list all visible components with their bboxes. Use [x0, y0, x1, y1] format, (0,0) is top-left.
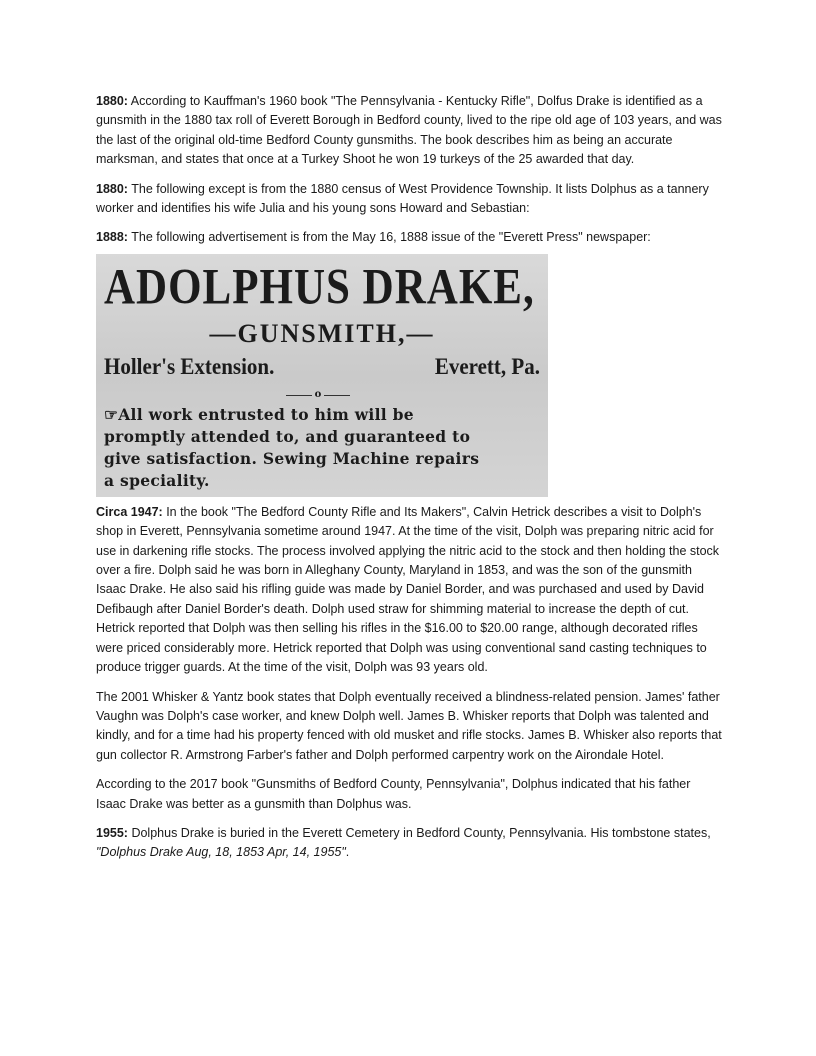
paragraph-2017-book	[96, 775, 722, 814]
year-label: Circa 1947:	[96, 504, 163, 519]
paragraph-end: .	[345, 845, 350, 860]
ad-location-left: Holler's Extension.	[104, 352, 275, 380]
paragraph-text: According to the 2017 book "Gunsmiths of Bedford County, Pennsylvania", Dolphus indicated that his father Isaac Drake was better as a gunsmith than Dolphus was.	[96, 777, 691, 811]
ad-body-line: a speciality.	[104, 470, 210, 490]
paragraph-text: Dolphus Drake is buried in the Everett Cemetery in Bedford County, Pennsylvania. His tombstone states,	[127, 825, 711, 840]
paragraph-circa-1947	[96, 503, 722, 678]
ad-body-line: give satisfaction. Sewing Machine repairs	[104, 448, 480, 468]
year-label: 1955:	[96, 825, 128, 840]
tombstone-quote: "Dolphus Drake Aug, 18, 1853 Apr, 14, 1955"	[96, 845, 346, 860]
year-label: 1880:	[96, 181, 128, 196]
ad-title: ADOLPHUS DRAKE,	[104, 259, 535, 315]
year-label: 1888:	[96, 230, 128, 245]
year-label: 1880:	[96, 94, 128, 108]
paragraph-1955-burial	[96, 824, 722, 863]
paragraph-whisker-yantz	[96, 688, 722, 766]
ad-body-line: promptly attended to, and guaranteed to	[104, 426, 471, 446]
ad-location-right: Everett, Pa.	[434, 352, 540, 380]
ad-location-row	[104, 352, 540, 381]
paragraph-text: The following except is from the 1880 census of West Providence Township. It lists Dolphus as a tannery worker and identifies his wife Julia and his young sons Howard and Sebastian:	[96, 181, 709, 216]
document-page	[96, 92, 722, 873]
ad-body	[104, 404, 544, 492]
ad-separator: o	[286, 390, 350, 400]
paragraph-text: The following advertisement is from the May 16, 1888 issue of the "Everett Press" newspaper:	[127, 230, 651, 245]
ad-body-line: ☞All work entrusted to him will be	[104, 404, 414, 424]
paragraph-1888-advertisement	[96, 228, 722, 247]
paragraph-text: In the book "The Bedford County Rifle and Its Makers", Calvin Hetrick describes a visit to Dolph's shop in Everett, Pennsylvania sometime around 1947. At the time of the visit, Dolph was preparing nitric acid for use in darkening rifle stocks. The process involved applying the nitric acid to the stock and then holding the stock over a fire. Dolph said he was born in Alleghany County, Maryland in 1853, and was the son of the gunsmith Isaac Drake. He also said his rifling guide was made by Daniel Border, and was purchased and used by David Defibaugh after Daniel Border's death. Dolph used straw for shimming material to increase the depth of cut. Hetrick reported that Dolph was then selling his rifles in the $16.00 to $20.00 range, although decorated rifles were priced considerably more. Hetrick reported that Dolph was using conventional sand casting techniques to produce trigger guards. At the time of the visit, Dolph was 93 years old.	[96, 504, 720, 675]
paragraph-text: The 2001 Whisker & Yantz book states that Dolph eventually received a blindness-related pension. James' father Vaughn was Dolph's case worker, and knew Dolph well. James B. Whisker reports that Dolph was talented and kindly, and for a time had his property fenced with old musket and rifle stocks. James B. Whisker also reports that gun collector R. Armstrong Farber's father and Dolph performed carpentry work on the Airondale Hotel.	[96, 689, 722, 762]
paragraph-text: According to Kauffman's 1960 book "The Pennsylvania - Kentucky Rifle", Dolfus Drake is identified as a gunsmith in the 1880 tax roll of Everett Borough in Bedford county, lived to the ripe old age of 103 years, and was the last of the original old-time Bedford County gunsmiths. The book describes him as being an accurate marksman, and states that once at a Turkey Shoot he won 19 turkeys of the 25 awarded that day.	[96, 94, 722, 167]
newspaper-advertisement-clipping	[96, 254, 548, 497]
paragraph-1880-census	[96, 180, 722, 219]
ad-subtitle: —GUNSMITH,—	[209, 318, 435, 348]
paragraph-1880-kauffman	[96, 92, 722, 170]
